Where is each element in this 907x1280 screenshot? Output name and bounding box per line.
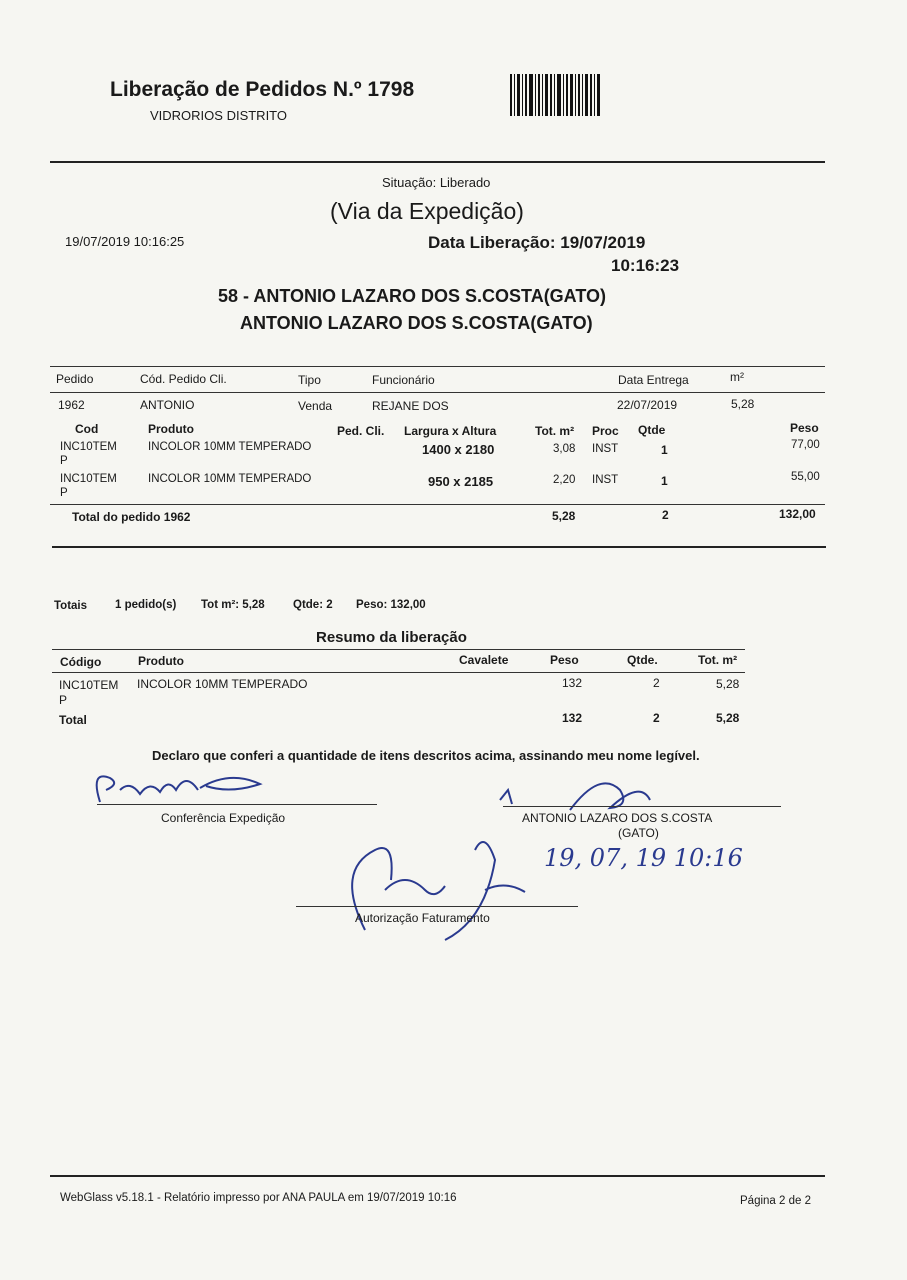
order-total-qtde: 2 — [662, 508, 669, 522]
funcionario: REJANE DOS — [372, 399, 449, 413]
item-peso: 77,00 — [791, 439, 820, 451]
col-tipo: Tipo — [298, 373, 321, 387]
pedido-number: 1962 — [58, 398, 85, 412]
col-data-entrega: Data Entrega — [618, 373, 689, 387]
data-entrega: 22/07/2019 — [617, 398, 678, 412]
order-total-m2: 5,28 — [552, 509, 576, 523]
resumo-title: Resumo da liberação — [316, 629, 467, 646]
item-col-proc: Proc — [592, 424, 619, 438]
client-code-name: 58 - ANTONIO LAZARO DOS S.COSTA(GATO) — [218, 286, 607, 306]
resumo-total-peso: 132 — [562, 711, 583, 725]
item-col-qtde: Qtde — [638, 423, 666, 437]
autorizacao-line — [296, 906, 578, 907]
item-produto: INCOLOR 10MM TEMPERADO — [148, 473, 312, 485]
footer-left: WebGlass v5.18.1 - Relatório impresso por ANA PAULA em 19/07/2019 10:16 — [60, 1192, 457, 1204]
totais-pedidos: 1 pedido(s) — [115, 599, 177, 611]
item-col-produto: Produto — [148, 422, 194, 436]
item-col-tot-m2: Tot. m² — [535, 424, 575, 438]
conferencia-label: Conferência Expedição — [161, 811, 286, 825]
client-name: ANTONIO LAZARO DOS S.COSTA(GATO) — [240, 313, 593, 333]
totais-peso: Peso: 132,00 — [356, 599, 426, 611]
item-tot-m2: 2,20 — [553, 474, 576, 486]
item-cod-suffix: P — [60, 455, 68, 467]
order-total-label: Total do pedido 1962 — [72, 510, 191, 524]
data-liberacao-time: 10:16:23 — [611, 256, 680, 275]
order-table-top-line — [50, 366, 825, 367]
footer-divider — [50, 1175, 825, 1177]
conferencia-line — [97, 804, 377, 805]
col-cod-pedido-cli: Cód. Pedido Cli. — [140, 372, 227, 386]
situacao: Situação: Liberado — [382, 175, 491, 190]
resumo-col-qtde: Qtde. — [627, 653, 658, 667]
resumo-total-label: Total — [59, 713, 87, 727]
resumo-total-qtde: 2 — [653, 711, 660, 725]
resumo-total-m2: 5,28 — [716, 711, 740, 725]
resumo-col-cavalete: Cavalete — [459, 653, 509, 667]
item-qtde: 1 — [661, 443, 668, 457]
item-proc: INST — [592, 443, 619, 455]
resumo-col-produto: Produto — [138, 654, 184, 668]
cliente-line — [503, 806, 781, 807]
item-cod-suffix: P — [60, 487, 68, 499]
item-produto: INCOLOR 10MM TEMPERADO — [148, 441, 312, 453]
totais-m2: Tot m²: 5,28 — [201, 599, 265, 611]
resumo-col-tot-m2: Tot. m² — [698, 653, 738, 667]
barcode-image — [510, 74, 610, 116]
totais-label: Totais — [54, 600, 88, 612]
resumo-col-peso: Peso — [550, 653, 579, 667]
item-col-largura-altura: Largura x Altura — [404, 424, 497, 438]
resumo-codigo: INC10TEM — [59, 678, 119, 692]
resumo-header-line — [52, 672, 745, 673]
order-total-peso: 132,00 — [779, 507, 816, 521]
item-qtde: 1 — [661, 474, 668, 488]
print-timestamp: 19/07/2019 10:16:25 — [65, 234, 185, 249]
order-header-line — [50, 392, 825, 393]
autorizacao-label: Autorização Faturamento — [355, 911, 490, 925]
order-table-bottom-line — [52, 546, 826, 548]
data-liberacao: Data Liberação: 19/07/2019 — [428, 233, 646, 252]
report-title: Liberação de Pedidos N.º 1798 — [110, 78, 415, 101]
item-col-cod: Cod — [75, 422, 99, 436]
col-funcionario: Funcionário — [372, 373, 435, 387]
resumo-top-line — [52, 649, 745, 650]
item-col-peso: Peso — [790, 421, 819, 435]
item-proc: INST — [592, 474, 619, 486]
m2-value: 5,28 — [731, 397, 755, 411]
handwritten-date: 19, 07, 19 10:16 — [544, 844, 743, 872]
resumo-produto: INCOLOR 10MM TEMPERADO — [137, 677, 308, 691]
col-pedido: Pedido — [56, 372, 94, 386]
resumo-col-codigo: Código — [60, 655, 102, 669]
item-dimensions: 1400 x 2180 — [422, 442, 495, 457]
resumo-qtde: 2 — [653, 676, 660, 690]
cod-pedido-cli: ANTONIO — [140, 398, 195, 412]
via-expedicao: (Via da Expedição) — [330, 198, 524, 224]
item-col-ped-cli: Ped. Cli. — [337, 424, 385, 438]
resumo-peso: 132 — [562, 676, 583, 690]
item-dimensions: 950 x 2185 — [428, 474, 494, 489]
resumo-tot-m2: 5,28 — [716, 677, 740, 691]
header-divider — [50, 161, 825, 163]
totais-qtde: Qtde: 2 — [293, 599, 333, 611]
item-cod: INC10TEM — [60, 441, 117, 453]
autorizacao-signature — [335, 830, 555, 950]
declaration-text: Declaro que conferi a quantidade de itens descritos acima, assinando meu nome legível. — [152, 748, 700, 763]
cliente-name-line2: (GATO) — [618, 826, 659, 840]
company-name: VIDRORIOS DISTRITO — [150, 108, 287, 123]
col-m2: m² — [730, 370, 744, 384]
resumo-codigo-suffix: P — [59, 693, 68, 707]
item-total-line — [50, 504, 825, 505]
item-peso: 55,00 — [791, 471, 820, 483]
footer-page: Página 2 de 2 — [740, 1195, 811, 1207]
cliente-name-line1: ANTONIO LAZARO DOS S.COSTA — [522, 811, 713, 825]
conferencia-signature — [80, 760, 280, 810]
tipo: Venda — [298, 399, 333, 413]
item-tot-m2: 3,08 — [553, 443, 576, 455]
item-cod: INC10TEM — [60, 473, 117, 485]
